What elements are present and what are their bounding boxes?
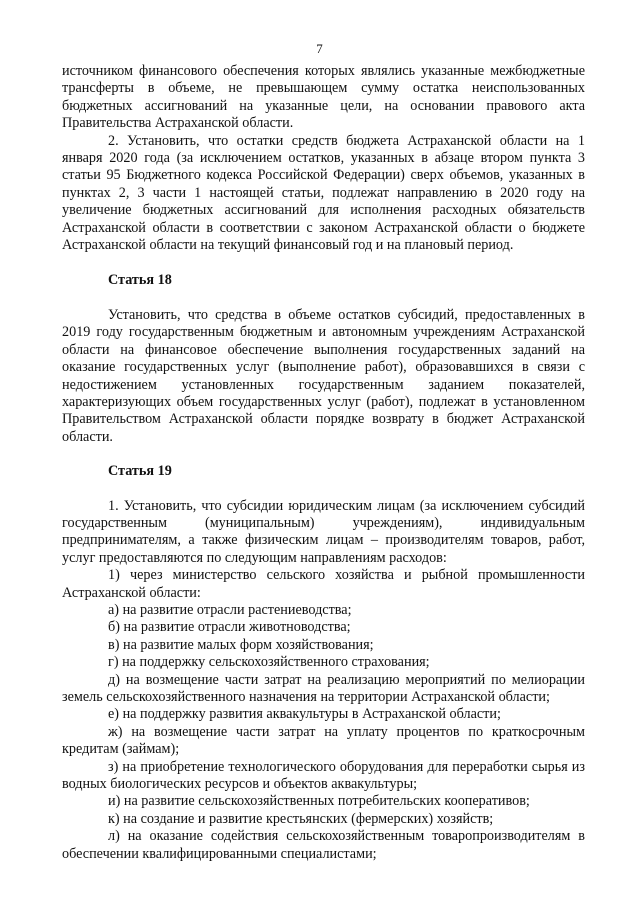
list-item: а) на развитие отрасли растениеводства; bbox=[108, 601, 352, 618]
document-body bbox=[62, 63, 585, 863]
article-18-heading: Статья 18 bbox=[108, 272, 172, 289]
list-item: ж) на возмещение части затрат на уплату процентов по краткосрочным кредитам (займам); bbox=[62, 723, 585, 758]
list-item: д) на возмещение части затрат на реализацию мероприятий по мелиорации земель сельскохозяйственного назначения на территории Астраханской области; bbox=[62, 671, 585, 705]
paragraph-continuation: источником финансового обеспечения которых являлись указанные межбюджетные трансферты в объеме, не превышающем сумму остатка неиспользованных бюджетных ассигнований на указанные цели, на основании правового акта Правительства Астраханской области. bbox=[62, 63, 585, 132]
article-19-heading: Статья 19 bbox=[108, 463, 172, 480]
article-18-text: Установить, что средства в объеме остатков субсидий, предоставленных в 2019 году государственным бюджетным и автономным учреждениям Астраханской области на финансовое обеспечение выполнения государственных заданий на оказание государственных услуг (выполнение работ), образовавшихся в связи с недостижением установленных государственным заданием показателей, характеризующих объем государственных услуг (работ), подлежат в установленном Правительством Астраханской области порядке возврату в бюджет Астраханской области. bbox=[62, 306, 585, 445]
list-item: и) на развитие сельскохозяйственных потребительских кооперативов; bbox=[108, 793, 530, 810]
page-number: 7 bbox=[316, 41, 323, 56]
list-item: е) на поддержку развития аквакультуры в Астраханской области; bbox=[108, 706, 501, 723]
article-19-subitem-1: 1) через министерство сельского хозяйства и рыбной промышленности Астраханской области: bbox=[62, 567, 585, 601]
list-item: б) на развитие отрасли животноводства; bbox=[108, 619, 351, 636]
list-item: з) на приобретение технологического оборудования для переработки сырья из водных биологических ресурсов и объектов аквакультуры; bbox=[62, 758, 585, 793]
list-item: л) на оказание содействия сельскохозяйственным товаропроизводителям в обеспечении квалифицированными специалистами; bbox=[62, 828, 585, 862]
paragraph-item-2: 2. Установить, что остатки средств бюджета Астраханской области на 1 января 2020 года (за исключением остатков, указанных в абзаце втором пункта 3 статьи 95 Бюджетного кодекса Российской Федерации) сверх объемов, указанных в пунктах 2, 3 части 1 настоящей статьи, подлежат направлению в 2020 году на увеличение бюджетных ассигнований для исполнения расходных обязательств Астраханской области в соответствии с законом Астраханской области о бюджете Астраханской области на текущий финансовый год и на плановый период. bbox=[62, 132, 585, 254]
list-item: в) на развитие малых форм хозяйствования; bbox=[108, 636, 374, 653]
article-19-item-1: 1. Установить, что субсидии юридическим лицам (за исключением субсидий государственным (муниципальным) учреждениям), индивидуальным предпринимателям, а также физическим лицам – производителям товаров, работ, услуг предоставляются по следующим направлениям расходов: bbox=[62, 497, 585, 566]
list-item: к) на создание и развитие крестьянских (фермерских) хозяйств; bbox=[108, 810, 494, 827]
list-item: г) на поддержку сельскохозяйственного страхования; bbox=[108, 654, 430, 671]
